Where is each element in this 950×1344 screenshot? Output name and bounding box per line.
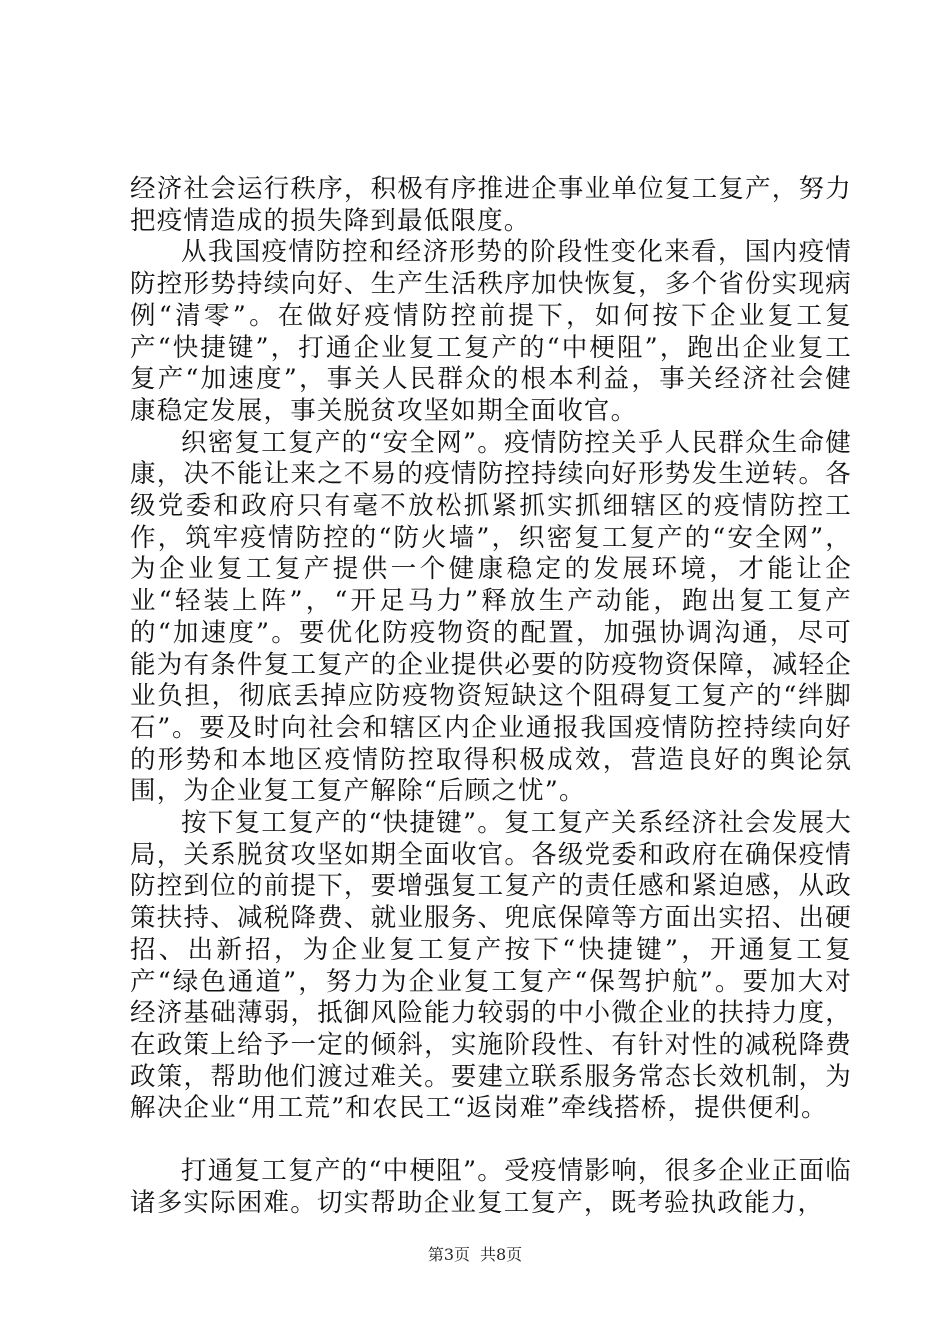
page-total: 共8页	[480, 1245, 523, 1264]
paragraph-5: 打通复工复产的“中梗阻”。受疫情影响，很多企业正面临诸多实际困难。切实帮助企业复工复产，既考验执政能力，	[130, 1156, 852, 1218]
paragraph-4: 按下复工复产的“快捷键”。复工复产关系经济社会发展大局，关系脱贫攻坚如期全面收官。各级党委和政府在确保疫情防控到位的前提下，要增强复工复产的责任感和紧迫感，从政策扶持、减税降费、就业服务、兜底保障等方面出实招、出硬招、出新招，为企业复工复产按下“快捷键”，开通复工复产“绿色通道”，努力为企业复工复产“保驾护航”。要加大对经济基础薄弱，抵御风险能力较弱的中小微企业的扶持力度，在政策上给予一定的倾斜，实施阶段性、有针对性的减税降费政策，帮助他们渡过难关。要建立联系服务常态长效机制，为解决企业“用工荒”和农民工“返岗难”牵线搭桥，提供便利。	[130, 808, 852, 1124]
document-body	[130, 174, 852, 1220]
page-footer	[0, 1245, 950, 1265]
paragraph-1: 经济社会运行秩序，积极有序推进企事业单位复工复产，努力把疫情造成的损失降到最低限度。	[130, 174, 852, 236]
page-number: 第3页	[427, 1245, 470, 1264]
paragraph-3: 织密复工复产的“安全网”。疫情防控关乎人民群众生命健康，决不能让来之不易的疫情防控持续向好形势发生逆转。各级党委和政府只有毫不放松抓紧抓实抓细辖区的疫情防控工作，筑牢疫情防控的“防火墙”，织密复工复产的“安全网”，为企业复工复产提供一个健康稳定的发展环境，才能让企业“轻装上阵”，“开足马力”释放生产动能，跑出复工复产的“加速度”。要优化防疫物资的配置，加强协调沟通，尽可能为有条件复工复产的企业提供必要的防疫物资保障，减轻企业负担，彻底丢掉应防疫物资短缺这个阻碍复工复产的“绊脚石”。要及时向社会和辖区内企业通报我国疫情防控持续向好的形势和本地区疫情防控取得积极成效，营造良好的舆论氛围，为企业复工复产解除“后顾之忧”。	[130, 427, 852, 807]
paragraph-2: 从我国疫情防控和经济形势的阶段性变化来看，国内疫情防控形势持续向好、生产生活秩序加快恢复，多个省份实现病例“清零”。在做好疫情防控前提下，如何按下企业复工复产“快捷键”，打通企业复工复产的“中梗阻”，跑出企业复工复产“加速度”，事关人民群众的根本利益，事关经济社会健康稳定发展，事关脱贫攻坚如期全面收官。	[130, 237, 852, 426]
